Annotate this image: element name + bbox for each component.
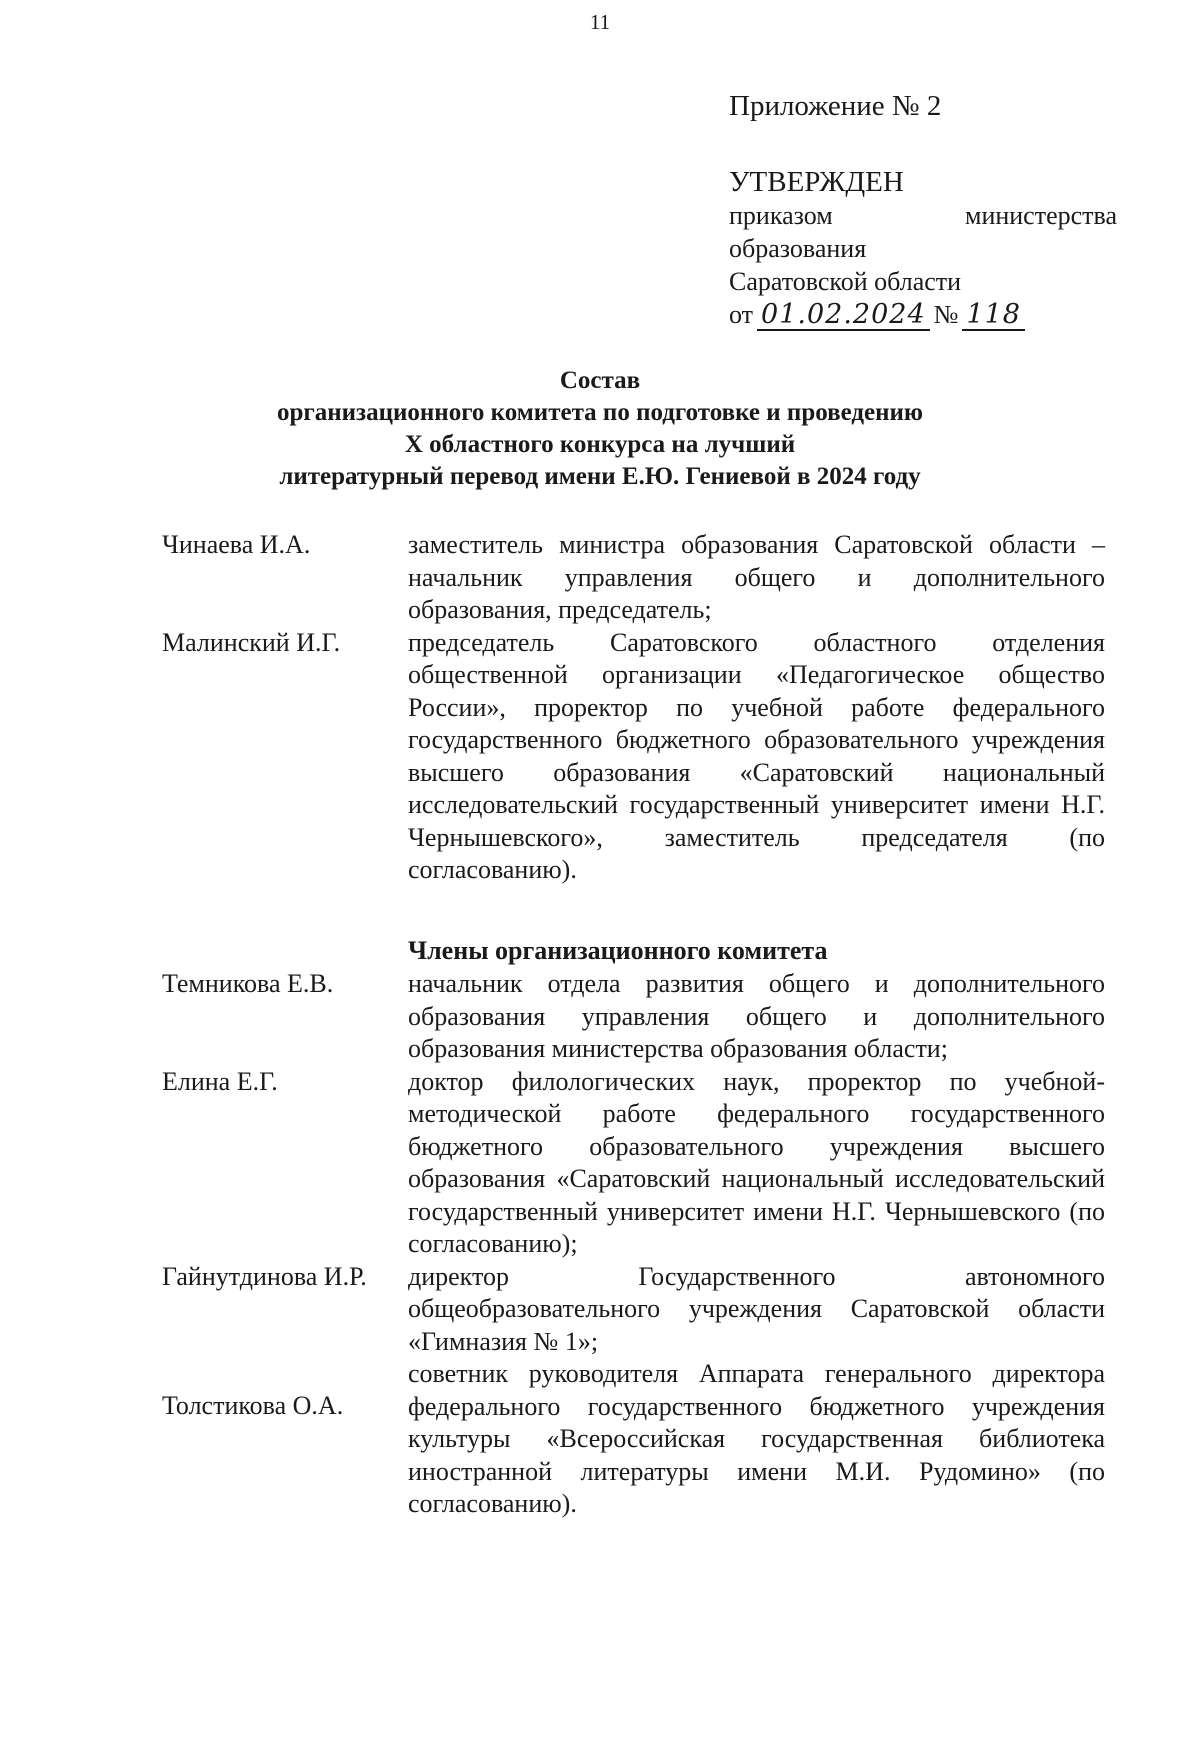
approval-ministry-word: министерства xyxy=(964,201,1117,230)
member-name: Малинский И.Г. xyxy=(162,627,341,657)
member-role: председатель Саратовского областного отделения общественной организации «Педагогическое общество России», проректор по учебной работе федерального государственного бюджетного образовательного учреждения высшего образования «Саратовский национальный исследовательский государственный университет имени Н.Г. Чернышевского», заместитель председателя (по согласованию). xyxy=(408,627,1105,884)
heading-line-4: литературный перевод имени Е.Ю. Гениевой в 2024 году xyxy=(279,463,921,490)
approval-order-word: приказом xyxy=(729,201,833,230)
list-item xyxy=(162,1358,1105,1521)
approval-line-3: Саратовской области xyxy=(729,267,962,296)
order-date-number xyxy=(729,298,1117,331)
member-name: Темникова Е.В. xyxy=(162,969,334,998)
list-item xyxy=(162,1261,1105,1359)
list-item xyxy=(162,529,1105,627)
members-heading: Члены организационного комитета xyxy=(408,936,828,965)
member-role: заместитель министра образования Саратовской области – начальник управления общего и дополнительного образования, председатель; xyxy=(408,530,1105,624)
appendix-title: Приложение № 2 xyxy=(729,90,942,122)
heading-line-2: организационного комитета по подготовке и проведению xyxy=(276,399,924,426)
leadership-list xyxy=(162,529,1105,887)
member-name: Гайнутдинова И.Р. xyxy=(162,1261,367,1291)
member-role: начальник отдела развития общего и дополнительного образования управления общего и дополнительного образования министерства образования области; xyxy=(408,969,1105,1063)
list-item xyxy=(162,1066,1105,1261)
member-name: Чинаева И.А. xyxy=(162,530,311,559)
approval-line-1 xyxy=(729,199,1117,232)
approval-block xyxy=(729,165,1117,331)
from-label: от xyxy=(729,300,754,329)
document-heading xyxy=(0,365,1200,493)
member-name: Елина Е.Г. xyxy=(162,1066,278,1096)
list-item xyxy=(162,968,1105,1066)
heading-line-1: Состав xyxy=(559,367,641,394)
list-item xyxy=(162,627,1105,887)
handwritten-number: 118 xyxy=(962,301,1025,331)
member-role: директор Государственного автономного общеобразовательного учреждения Саратовской области «Гимназия № 1»; xyxy=(408,1261,1105,1356)
heading-line-3: X областного конкурса на лучший xyxy=(404,431,796,458)
number-label: № xyxy=(933,300,959,329)
approved-label: УТВЕРЖДЕН xyxy=(729,166,904,198)
member-name: Толстикова О.А. xyxy=(162,1391,344,1420)
approval-line-2: образования xyxy=(729,234,867,263)
handwritten-date: 01.02.2024 xyxy=(757,301,930,331)
member-role: советник руководителя Аппарата генерального директора федерального государственного бюджетного учреждения культуры «Всероссийская государственная библиотека иностранной литературы имени М.И. Рудомино» (по согласованию). xyxy=(408,1359,1105,1518)
page-number: 11 xyxy=(589,10,611,34)
member-role: доктор филологических наук, проректор по учебной-методической работе федерального государственного бюджетного образовательного учреждения высшего образования «Саратовский национальный исследовательский государственный университет имени Н.Г. Чернышевского (по согласованию); xyxy=(408,1066,1105,1258)
members-list xyxy=(162,968,1105,1521)
